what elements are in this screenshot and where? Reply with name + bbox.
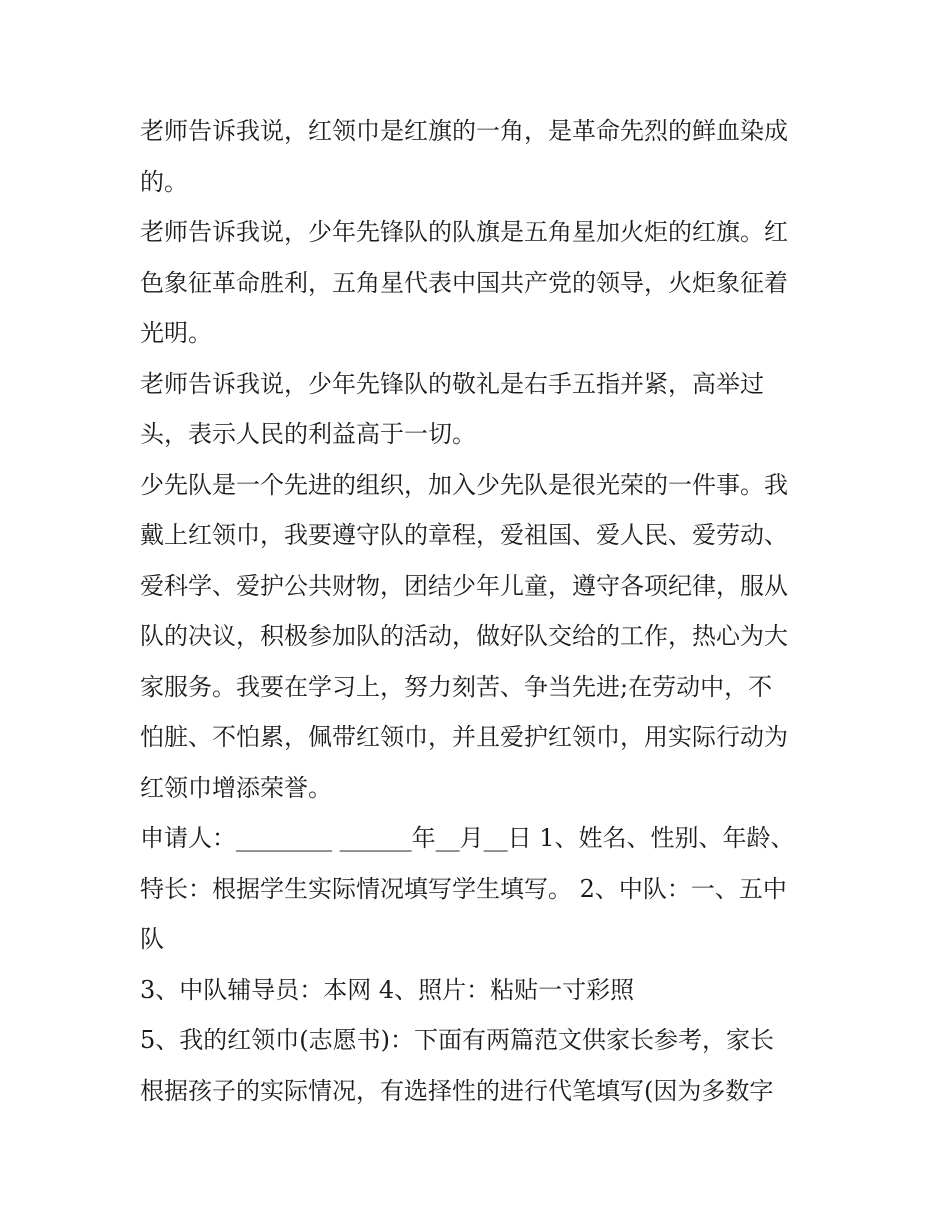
text-line: 根据孩子的实际情况，有选择性的进行代笔填写(因为多数字 — [140, 1076, 774, 1105]
text-line: 戴上红领巾，我要遵守队的章程，爱祖国、爱人民、爱劳动、 — [140, 521, 788, 549]
text-line: 的。 — [140, 167, 188, 196]
text-line: 爱科学、爱护公共财物，团结少年儿童，遵守各项纪律，服从 — [140, 571, 788, 600]
text-line: 队 — [140, 925, 164, 953]
text-line: 队的决议，积极参加队的活动，做好队交给的工作，热心为大 — [140, 622, 788, 650]
text-line: 申请人：________ ______年__月__日 1、姓名、性别、年龄、 — [140, 824, 795, 852]
text-line: 老师告诉我说，少年先锋队的敬礼是右手五指并紧，高举过 — [140, 369, 764, 398]
text-line: 特长：根据学生实际情况填写学生填写。 2、中队：一、五中 — [140, 874, 787, 903]
text-line: 老师告诉我说，少年先锋队的队旗是五角星加火炬的红旗。红 — [140, 218, 788, 246]
document-body — [140, 106, 812, 1116]
text-line: 少先队是一个先进的组织，加入少先队是很光荣的一件事。我 — [140, 470, 788, 499]
text-line: 色象征革命胜利，五角星代表中国共产党的领导，火炬象征着 — [140, 268, 788, 297]
text-line: 光明。 — [140, 319, 212, 347]
text-line: 怕脏、不怕累，佩带红领巾，并且爱护红领巾，用实际行动为 — [140, 723, 788, 751]
text-line: 红领巾增添荣誉。 — [140, 773, 332, 802]
text-line: 老师告诉我说，红领巾是红旗的一角，是革命先烈的鲜血染成 — [140, 117, 788, 145]
text-line: 5、我的红领巾(志愿书)：下面有两篇范文供家长参考，家长 — [140, 1026, 774, 1054]
text-line: 3、中队辅导员：本网 4、照片：粘贴一寸彩照 — [140, 975, 635, 1004]
text-line: 头，表示人民的利益高于一切。 — [140, 420, 476, 448]
text-line: 家服务。我要在学习上，努力刻苦、争当先进;在劳动中，不 — [140, 672, 773, 701]
